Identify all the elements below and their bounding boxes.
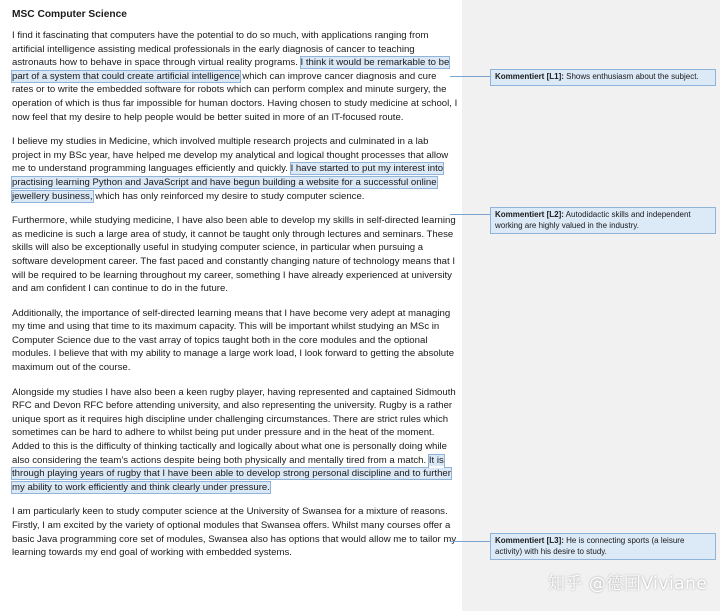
document-title: MSC Computer Science: [12, 9, 127, 20]
comment-balloon-l3[interactable]: [490, 533, 716, 560]
comment-label: Kommentiert [L2]:: [495, 210, 564, 219]
comment-margin: [462, 0, 720, 611]
paragraph-2-text-b: which has only reinforced my desire to study computer science.: [92, 190, 365, 202]
comment-balloon-l1[interactable]: [490, 69, 716, 86]
watermark: 知乎 @德国Viviane: [548, 574, 708, 594]
comment-connector-l1: [450, 76, 490, 77]
document-body[interactable]: [12, 8, 458, 571]
paragraph-5: [12, 386, 458, 495]
comment-connector-l2: [450, 214, 490, 215]
paragraph-5-text-a: Alongside my studies I have also been a keen rugby player, having represented and captained Sidmouth RFC and Devon RFC before attending university, and also representing the university. Rugby is a rather unique sport as it requires high discipline under challenging circumstances. There are strict rules which sometimes can be hard to adhere to whilst being put under pressure and in the heat of the moment. Added to this is the difficulty of thinking tactically and logically about what one is personally doing while also considering the team’s actions despite being both physically and mentally tired from a match.: [12, 386, 456, 466]
comment-highlight-l2[interactable]: I have started to put my interest into practising learning Python and JavaScript and have begun building a website for a successful online jewellery business,: [12, 163, 444, 202]
comment-text: Shows enthusiasm about the subject.: [563, 72, 699, 81]
paragraph-2-text-a: I believe my studies in Medicine, which involved multiple research projects and culminated in a lab project in my BSc year, have helped me develop my analytical and logical thought processes that allow me to understand programming languages efficiently and quickly.: [12, 136, 449, 175]
comment-text: He is connecting sports (a leisure activity) with his desire to study.: [495, 536, 685, 556]
paragraph-6: I am particularly keen to study computer science at the University of Swansea for a mixture of reasons. Firstly, I am excited by the variety of optional modules that Swansea offers. Whilst many courses offer a basic Java programming core set of modules, Swansea also has options that would allow me to tailor my learning towards my end goal of working with embedded systems.: [12, 506, 457, 559]
comment-balloon-l2[interactable]: [490, 207, 716, 234]
comment-label: Kommentiert [L3]:: [495, 536, 564, 545]
paragraph-3: Furthermore, while studying medicine, I have also been able to develop my skills in self-directed learning as medicine is such a large area of study, it cannot be taught only through lectures and seminars. These skills will also be exceptionally useful in studying computer science, in particular when pursuing a software development career. The fast paced and constantly changing nature of technology means that I will be required to be learning throughout my career, something I have already experienced at university and am confident I can continue to do in the future.: [12, 215, 456, 295]
comment-connector-l3: [450, 541, 490, 542]
paragraph-1: [12, 29, 458, 124]
comment-label: Kommentiert [L1]:: [495, 72, 564, 81]
paragraph-1-text-b: which can improve cancer diagnosis and cure rates or to write the embedded software for robots which can perform complex and minute surgery, the operation of which is thus far impossible for human doctors. Having chosen to study medicine at school, I now feel that my desire to help people would be better suited in more of an IT-focused route.: [12, 70, 458, 123]
comment-highlight-l3[interactable]: It is through playing years of rugby that I have been able to develop strong personal discipline and to further my ability to work efficiently and think clearly under pressure.: [12, 454, 451, 493]
comment-text: Autodidactic skills and independent working are highly valued in the industry.: [495, 210, 691, 230]
paragraph-1-text-a: I find it fascinating that computers have the potential to do so much, with applications ranging from artificial intelligence assisting medical professionals in the early diagnosis of cancer to teaching astronauts how to behave in space through virtual reality programs.: [12, 30, 429, 69]
comment-highlight-l1[interactable]: I think it would be remarkable to be part of a system that could create artificial intelligence: [12, 57, 450, 82]
paragraph-4: Additionally, the importance of self-directed learning means that I have become very adept at managing my time and using that time to its maximum capacity. This will be important whilst studying an MSc in Computer Science due to the vast array of topics taught both in the core modules and the optional modules. I believe that with my ability to manage a large work load, I look forward to getting the absolute maximum out of the course.: [12, 307, 455, 374]
paragraph-2: [12, 135, 458, 203]
